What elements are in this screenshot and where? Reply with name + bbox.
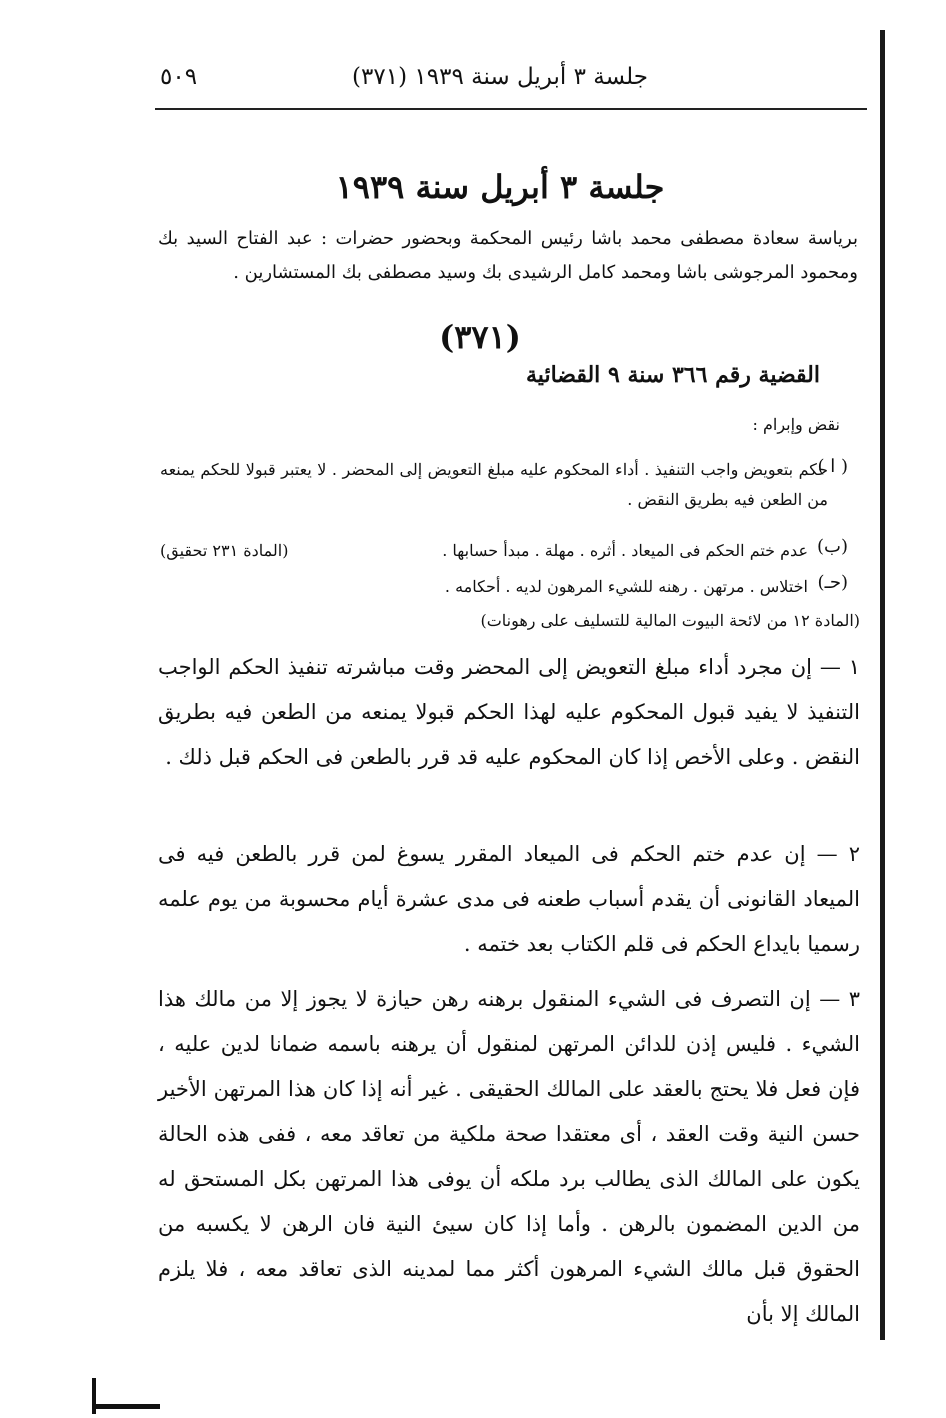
case-title: القضية رقم ٣٦٦ سنة ٩ القضائية <box>526 362 820 388</box>
headnote-a-text: حكم بتعويض واجب التنفيذ . أداء المحكوم عليه مبلغ التعويض إلى المحضر . لا يعتبر قبولا للحكم يمنعه من الطعن فيه بطريق النقض . <box>160 460 828 509</box>
session-title: جلسة ٣ أبريل سنة ١٩٣٩ <box>335 168 665 206</box>
presidency-line: برياسة سعادة مصطفى محمد باشا رئيس المحكمة وبحضور حضرات : عبد الفتاح السيد بك ومحمود المرجوشى باشا ومحمد كامل الرشيدى بك وسيد مصطفى بك المستشارين . <box>158 228 858 283</box>
running-head: جلسة ٣ أبريل سنة ١٩٣٩ (٣٧١) <box>352 64 648 90</box>
paragraph-2: ٢ — إن عدم ختم الحكم فى الميعاد المقرر يسوغ لمن قرر بالطعن فيه فى الميعاد القانونى أن يقدم أسباب طعنه فى مدى عشرة أيام محسوبة من يوم علمه رسميا بايداع الحكم فى قلم الكتاب بعد ختمه . <box>158 842 860 956</box>
headnote-a-marker: ( ا ) <box>817 456 848 477</box>
binder-edge-line <box>880 30 885 1340</box>
page-number: ٥٠٩ <box>160 64 198 90</box>
case-number: (٣٧١) <box>439 318 521 356</box>
headnote-c-reference: (المادة ١٢ من لائحة البيوت المالية للتسليف على رهونات) <box>480 611 860 630</box>
headnote-b-text: عدم ختم الحكم فى الميعاد . أثره . مهلة . مبدأ حسابها . <box>442 541 808 560</box>
headnote-c-marker: (حـ) <box>817 572 848 593</box>
paragraph-3: ٣ — إن التصرف فى الشيء المنقول برهنه رهن حيازة لا يجوز إلا من مالك هذا الشيء . فليس إذن للدائن المرتهن لمنقول أن يرهنه باسمه ضمانا لدين عليه ، فإن فعل فلا يحتج بالعقد على المالك الحقيقى . غير أنه إذا كان هذا المرتهن الأخير حسن النية وقت العقد ، أى معتقدا صحة ملكية من تعاقد معه ، ففى هذه الحالة يكون على المالك الذى يطالب برد ملكه أن يوفى هذا المرتهن بكل المستحق له من الدين المضمون بالرهن . وأما إذا كان سيئ النية فان الرهن لا يكسبه من الحقوق قبل مالك الشيء المرهون أكثر مما لمدينه الذى تعاقد معه ، فلا يلزم المالك إلا بأن <box>158 987 860 1326</box>
case-type: نقض وإبرام : <box>752 415 840 434</box>
header-rule <box>155 108 867 110</box>
paragraph-1: ١ — إن مجرد أداء مبلغ التعويض إلى المحضر وقت مباشرته تنفيذ الحكم الواجب التنفيذ لا يفيد قبول المحكوم عليه لهذا الحكم قبولا يمنعه من الطعن فيه بطريق النقض . وعلى الأخص إذا كان المحكوم عليه قد قرر بالطعن فى الحكم قبل ذلك . <box>158 655 860 769</box>
headnote-c-text: اختلاس . مرتهن . رهنه للشيء المرهون لديه . أحكامه . <box>444 577 808 596</box>
bottom-corner-mark-rule <box>94 1404 160 1409</box>
headnote-b-marker: (ب) <box>817 536 848 557</box>
headnote-b-reference: (المادة ٢٣١ تحقيق) <box>160 541 289 560</box>
